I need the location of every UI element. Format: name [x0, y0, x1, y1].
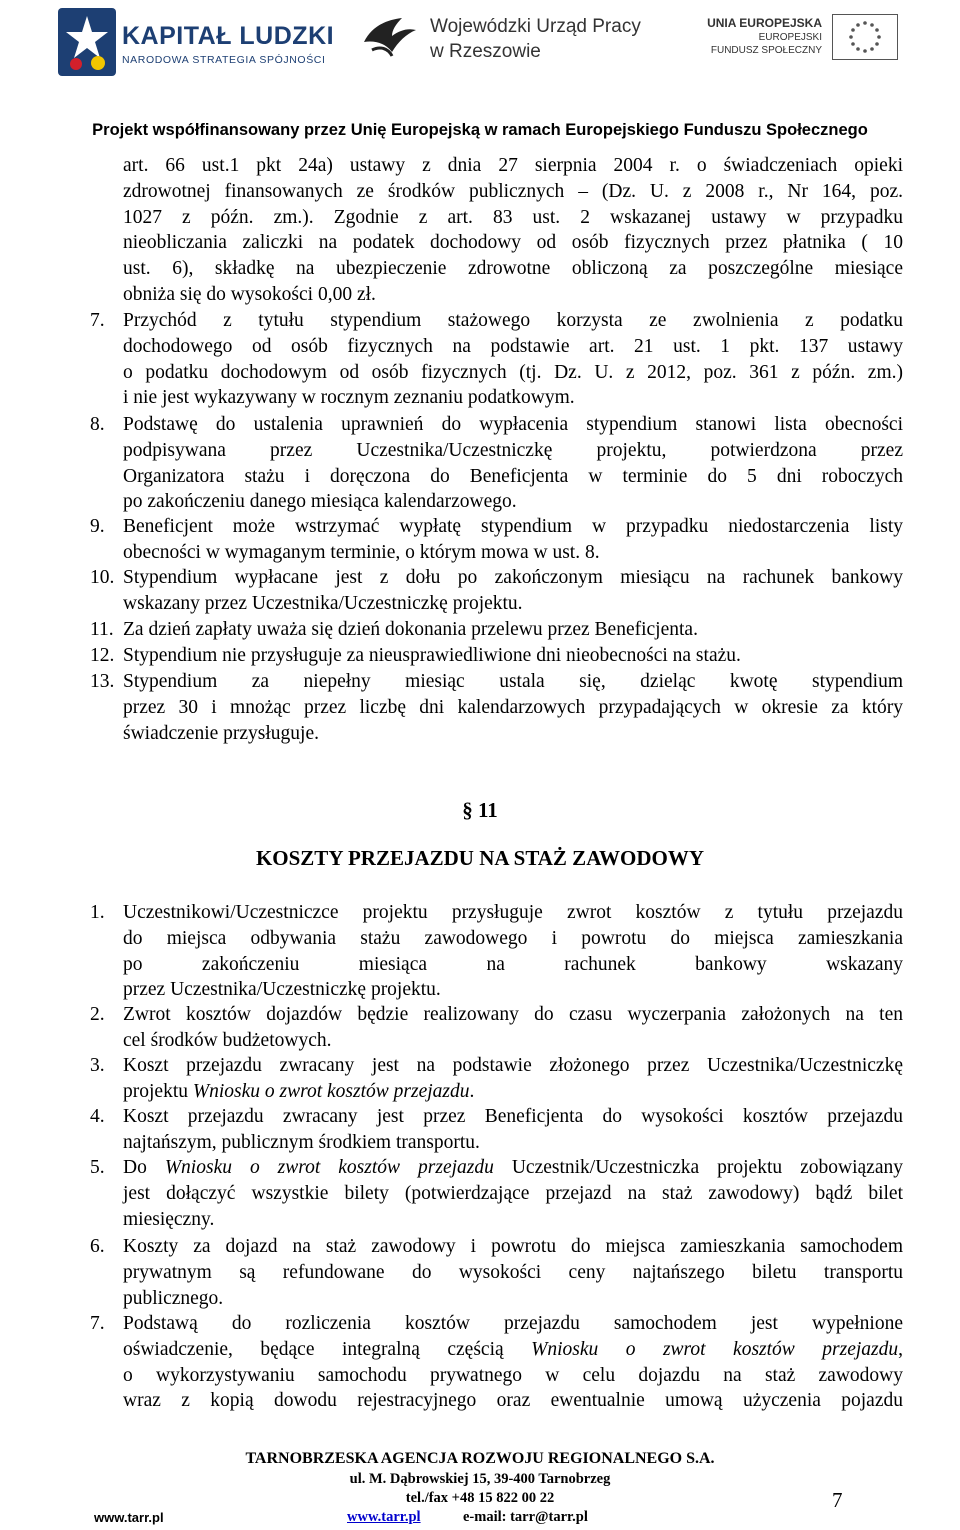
item-number: 7.: [90, 310, 105, 331]
kapital-ludzki-logo: [58, 6, 335, 78]
list-item: [90, 1104, 903, 1156]
form-name-italic: Wniosku o zwrot kosztów przejazdu: [192, 1080, 470, 1102]
item-number: 6.: [90, 1236, 105, 1257]
item-line: wraz z kopią dowodu rejestracyjnego oraz ewentualnie umową użyczenia pojazdu: [123, 1390, 903, 1412]
page-number: 7: [832, 1488, 843, 1512]
list-item: [90, 1155, 903, 1232]
item-line: obecności w wymaganym terminie, o którym mowa w ust. 8.: [123, 541, 600, 563]
item-line: Za dzień zapłaty uważa się dzień dokonania przelewu przez Beneficjenta.: [123, 619, 698, 640]
list-item: [90, 1234, 903, 1311]
item-line: po zakończeniu danego miesiąca kalendarzowego.: [123, 491, 517, 513]
intro-line: 1027 z późn. zm.). Zgodnie z art. 83 ust. 2 wskazanej ustawy w przypadku: [123, 206, 903, 228]
section-mark: § 11: [462, 798, 498, 822]
item-number: 2.: [90, 1004, 105, 1025]
item-number: 13.: [90, 671, 115, 692]
eu-text: [700, 16, 822, 57]
item-line: Koszt przejazdu zwracany jest na podstawie złożonego przez Uczestnika/Uczestniczkę: [123, 1055, 903, 1076]
item-line-text: .: [469, 1080, 475, 1102]
item-line: publicznego.: [123, 1287, 224, 1309]
wup-name-line2: w Rzeszowie: [430, 41, 541, 62]
item-line: najtańszym, publicznym środkiem transportu.: [123, 1131, 480, 1153]
intro-line: art. 66 ust.1 pkt 24a) ustawy z dnia 27 sierpnia 2004 r. o świadczeniach opieki: [123, 155, 903, 176]
item-line: o wykorzystywaniu samochodu prywatnego w celu dojazdu na staż zawodowy: [123, 1364, 903, 1386]
footer-address: ul. M. Dąbrowskiej 15, 39-400 Tarnobrzeg: [349, 1471, 611, 1487]
item-line: Uczestnikowi/Uczestniczce projektu przysługuje zwrot kosztów z tytułu przejazdu: [123, 902, 903, 923]
item-number: 9.: [90, 516, 105, 537]
item-number: 12.: [90, 645, 115, 666]
footer-left-website: www.tarr.pl: [94, 1510, 164, 1525]
intro-line: zdrowotnej finansowanych ze środków publicznych – (Dz. U. z 2008 r., Nr 164, poz.: [123, 180, 903, 202]
wup-logo: [362, 8, 662, 70]
item-line: Podstawę do ustalenia uprawnień do wypłacenia stypendium stanowi lista obecności: [123, 414, 903, 435]
eu-line1: UNIA EUROPEJSKA: [707, 16, 822, 30]
eu-flag-icon: [832, 14, 898, 60]
item-number: 4.: [90, 1106, 105, 1127]
item-line: cel środków budżetowych.: [123, 1029, 332, 1051]
item-line: Przychód z tytułu stypendium stażowego korzysta ze zwolnienia z podatku: [123, 310, 903, 331]
list-item: [90, 1002, 903, 1054]
footer-email: e-mail: tarr@tarr.pl: [463, 1509, 588, 1525]
list-item: [90, 1053, 903, 1105]
item-line-text: Uczestnik/Uczestniczka projektu zobowiązany: [493, 1157, 903, 1178]
item-line: Koszty za dojazd na staż zawodowy i powrotu do miejsca zamieszkania samochodem: [123, 1236, 903, 1257]
list-item: [90, 412, 903, 515]
item-line: przez 30 i mnożąc przez liczbę dni kalendarzowych przypadających w okresie za który: [123, 696, 903, 718]
item-line-text: projektu: [123, 1080, 193, 1102]
form-name-italic: Wniosku o zwrot kosztów przejazdu: [164, 1157, 494, 1178]
wup-bird-icon: [362, 12, 418, 60]
item-line: o podatku dochodowym od osób fizycznych (tj. Dz. U. z 2012, poz. 361 z późn. zm.): [123, 361, 903, 383]
item-line: jest dołączyć wszystkie bilety (potwierdzające przejazd na staż zawodowy) bądź bilet: [123, 1182, 903, 1204]
intro-paragraph: [123, 153, 903, 308]
list-item: [90, 900, 903, 1003]
footer-agency-name: TARNOBRZESKA AGENCJA ROZWOJU REGIONALNEGO S.A.: [245, 1450, 715, 1467]
kapital-ludzki-star-icon: [58, 8, 116, 76]
intro-line: obniża się do wysokości 0,00 zł.: [123, 283, 376, 305]
item-line: świadczenie przysługuje.: [123, 722, 320, 744]
item-line: przez Uczestnika/Uczestniczkę projektu.: [123, 979, 441, 1001]
intro-line: ust. 6), składkę na ubezpieczenie zdrowotne obliczoną za poszczególne miesiące: [123, 258, 903, 280]
item-line: [123, 1079, 903, 1105]
item-line: i nie jest wykazywany w rocznym zeznaniu podatkowym.: [123, 387, 575, 409]
item-line-text: oświadczenie, będące integralną częścią: [123, 1338, 532, 1360]
list-item: [90, 1311, 903, 1414]
eu-line2: EUROPEJSKI: [758, 32, 822, 43]
page-header: [0, 0, 960, 110]
project-cofinancing-line: Projekt współfinansowany przez Unię Europejską w ramach Europejskiego Funduszu Społecznego: [92, 121, 868, 139]
item-line: Beneficjent może wstrzymać wypłatę stypendium w przypadku niedostarczenia listy: [123, 516, 903, 537]
item-line: po zakończeniu miesiąca na rachunek bankowy wskazany: [123, 953, 903, 975]
item-number: 3.: [90, 1055, 105, 1076]
item-number: 5.: [90, 1157, 105, 1178]
item-line-text: ,: [898, 1338, 903, 1360]
footer-website-link[interactable]: www.tarr.pl: [347, 1509, 421, 1525]
item-number: 1.: [90, 902, 105, 923]
item-line: Zwrot kosztów dojazdów będzie realizowany do czasu wyczerpania założonych na ten: [123, 1004, 903, 1025]
eu-logo: [700, 14, 900, 74]
item-line: Podstawą do rozliczenia kosztów przejazdu samochodem jest wypełnione: [123, 1313, 903, 1334]
item-line: wskazany przez Uczestnika/Uczestniczkę projektu.: [123, 592, 523, 614]
item-line-text: Do: [123, 1157, 165, 1178]
list-item: [90, 565, 903, 617]
item-line: podpisywana przez Uczestnika/Uczestniczkę projektu, potwierdzona przez: [123, 439, 903, 461]
item-line: dochodowego od osób fizycznych na podstawie art. 21 ust. 1 pkt. 137 ustawy: [123, 335, 903, 357]
section-title: KOSZTY PRZEJAZDU NA STAŻ ZAWODOWY: [255, 846, 705, 870]
eu-line3: FUNDUSZ SPOŁECZNY: [710, 45, 822, 56]
item-line: Stypendium wypłacane jest z dołu po zakończonym miesiącu na rachunek bankowy: [123, 567, 903, 588]
item-line: prywatnym są refundowane do wysokości ceny najtańszego biletu transportu: [123, 1261, 903, 1283]
item-number: 10.: [90, 567, 115, 588]
item-line: Organizatora stażu i doręczona do Beneficjenta w terminie do 5 dni roboczych: [123, 465, 903, 487]
item-line: [123, 1337, 903, 1363]
item-line: Koszt przejazdu zwracany jest przez Beneficjenta do wysokości kosztów przejazdu: [123, 1106, 903, 1127]
list-item: [90, 669, 903, 746]
kapital-ludzki-title: KAPITAŁ LUDZKI: [122, 22, 335, 50]
list-item: [90, 617, 903, 643]
wup-name-line1: Wojewódzki Urząd Pracy: [430, 16, 641, 37]
item-line: Stypendium nie przysługuje za nieusprawiedliwione dni nieobecności na stażu.: [123, 645, 741, 666]
item-line: Stypendium za niepełny miesiąc ustala się, dzieląc kwotę stypendium: [123, 671, 903, 692]
item-number: 11.: [90, 619, 114, 640]
list-item: [90, 514, 903, 566]
item-number: 8.: [90, 414, 105, 435]
list-item: [90, 643, 903, 669]
kapital-ludzki-subtitle: NARODOWA STRATEGIA SPÓJNOŚCI: [122, 54, 326, 66]
item-line: [123, 1155, 903, 1181]
list-item: [90, 308, 903, 411]
intro-line: nieobliczania zaliczki na podatek dochodowy od osób fizycznych przez płatnika ( 10: [123, 232, 903, 254]
form-name-italic: Wniosku o zwrot kosztów przejazdu: [531, 1338, 899, 1360]
item-number: 7.: [90, 1313, 105, 1334]
item-line: miesięczny.: [123, 1208, 215, 1230]
item-line: do miejsca odbywania stażu zawodowego i powrotu do miejsca zamieszkania: [123, 927, 903, 949]
footer-telfax: tel./fax +48 15 822 00 22: [405, 1490, 555, 1506]
